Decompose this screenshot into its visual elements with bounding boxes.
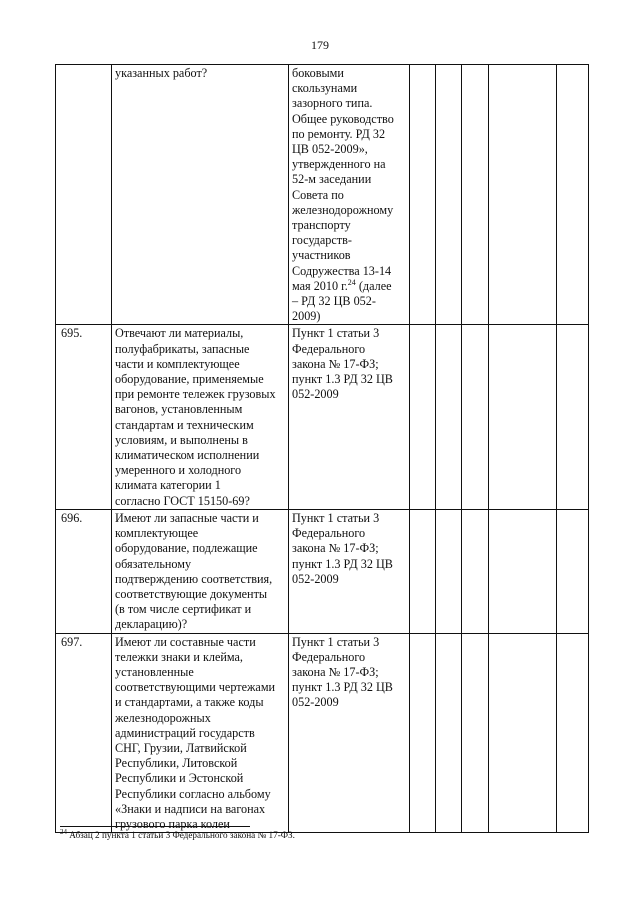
reference-cell bbox=[289, 633, 410, 833]
question-cell: указанных работ? bbox=[112, 65, 289, 325]
answer-no-cell bbox=[436, 633, 462, 833]
answer-na-cell bbox=[462, 633, 489, 833]
reference-cell bbox=[289, 65, 410, 325]
answer-yes-cell bbox=[410, 633, 436, 833]
row-number: 695. bbox=[56, 325, 112, 509]
extra-cell bbox=[557, 65, 589, 325]
comment-cell bbox=[489, 325, 557, 509]
footnote-text: Абзац 2 пункта 1 статьи 3 Федерального закона № 17-ФЗ. bbox=[67, 830, 295, 840]
footnote-number: 24 bbox=[60, 827, 67, 836]
footnote-mark: 24 bbox=[347, 277, 356, 287]
comment-cell bbox=[489, 633, 557, 833]
extra-cell bbox=[557, 633, 589, 833]
footnote-divider bbox=[60, 826, 250, 827]
table-row bbox=[56, 509, 589, 633]
extra-cell bbox=[557, 509, 589, 633]
question-cell: Отвечают ли материалы, полуфабрикаты, запасные части и комплектующее оборудование, применяемые при ремонте тележек грузовых вагонов, установленным стандартам и техническим условиям, и выполнены в климатическом исполнении умеренного и холодного климата категории 1 согласно ГОСТ 15150-69? bbox=[112, 325, 289, 509]
reference-text: Пункт 1 статьи 3 Федерального закона № 17-ФЗ; пункт 1.3 РД 32 ЦВ 052-2009 bbox=[292, 634, 393, 710]
row-number bbox=[56, 65, 112, 325]
reference-cell bbox=[289, 509, 410, 633]
question-cell: Имеют ли составные части тележки знаки и клейма, установленные соответствующими чертежами и стандартами, а также коды железнодорожных администраций государств СНГ, Грузии, Латвийской Республики, Литовской Республики и Эстонской Республики согласно альбому «Знаки и надписи на вагонах грузового парка колеи bbox=[112, 633, 289, 833]
answer-no-cell bbox=[436, 509, 462, 633]
footnote bbox=[60, 827, 295, 840]
row-number: 696. bbox=[56, 509, 112, 633]
row-number: 697. bbox=[56, 633, 112, 833]
comment-cell bbox=[489, 65, 557, 325]
reference-text: Пункт 1 статьи 3 Федерального закона № 17-ФЗ; пункт 1.3 РД 32 ЦВ 052-2009 bbox=[292, 510, 393, 586]
table-row bbox=[56, 65, 589, 325]
answer-no-cell bbox=[436, 325, 462, 509]
answer-no-cell bbox=[436, 65, 462, 325]
comment-cell bbox=[489, 509, 557, 633]
answer-na-cell bbox=[462, 509, 489, 633]
answer-yes-cell bbox=[410, 509, 436, 633]
question-cell: Имеют ли запасные части и комплектующее оборудование, подлежащие обязательному подтверждению соответствия, соответствующие документы (в том числе сертификат и декларацию)? bbox=[112, 509, 289, 633]
reference-text: боковыми скользунами зазорного типа. Общее руководство по ремонту. РД 32 ЦВ 052-2009», утвержденного на 52-м заседании Совета по железнодорожному транспорту государств- участников Содружества 13-14 мая 2010 г. bbox=[292, 66, 394, 293]
table-row bbox=[56, 633, 589, 833]
answer-na-cell bbox=[462, 325, 489, 509]
answer-yes-cell bbox=[410, 65, 436, 325]
extra-cell bbox=[557, 325, 589, 509]
answer-yes-cell bbox=[410, 325, 436, 509]
reference-text: Пункт 1 статьи 3 Федерального закона № 17-ФЗ; пункт 1.3 РД 32 ЦВ 052-2009 bbox=[292, 326, 393, 402]
table-row bbox=[56, 325, 589, 509]
page-number: 179 bbox=[311, 38, 329, 52]
reference-cell bbox=[289, 325, 410, 509]
checklist-table bbox=[55, 64, 589, 833]
reference-text-continued: (далее – РД 32 ЦВ 052- 2009) bbox=[292, 278, 392, 324]
answer-na-cell bbox=[462, 65, 489, 325]
